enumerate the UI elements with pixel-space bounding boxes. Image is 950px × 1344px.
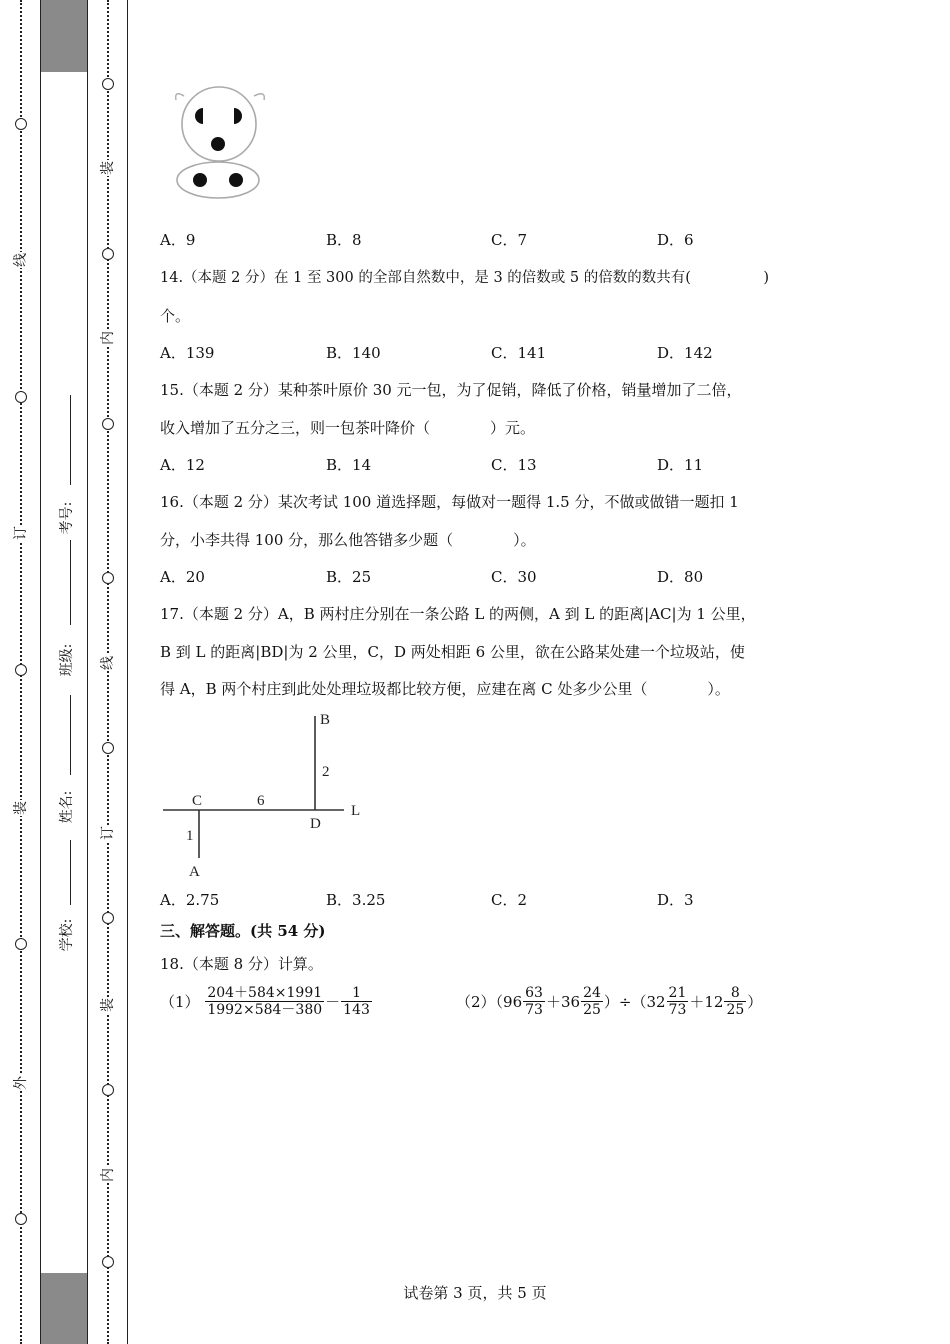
label-class: 班级: <box>59 643 75 677</box>
q17-stem-line3: 得 A，B 两个村庄到此处处理垃圾都比较方便，应建在离 C 处多少公里（ ）。 <box>160 680 730 698</box>
point-label-d: D <box>310 816 321 832</box>
mouth-dot-left <box>193 173 207 187</box>
length-label-cd: 6 <box>257 793 265 809</box>
margin-rule-2 <box>87 0 88 1344</box>
margin-rule-3 <box>127 0 128 1344</box>
inner-char-xian: 线 <box>100 656 116 670</box>
q16-stem-line1: 16.（本题 2 分）某次考试 100 道选择题，每做对一题得 1.5 分，不做或做错一题扣 1 <box>160 493 739 511</box>
inner-circle-mark <box>102 248 114 260</box>
inner-circle-mark <box>102 742 114 754</box>
q13-option-c[interactable]: C．7 <box>491 231 528 249</box>
q17-option-b[interactable]: B．3.25 <box>326 891 386 909</box>
blank-name[interactable] <box>70 695 71 775</box>
q18-part2-plus2: ＋12 <box>689 993 724 1011</box>
q16-option-a[interactable]: A．20 <box>160 568 205 586</box>
label-name: 姓名: <box>59 790 75 824</box>
outer-circle-mark <box>15 118 27 130</box>
q18-part2-f3-numerator: 21 <box>668 985 687 1001</box>
q18-part2-f2-numerator: 24 <box>583 985 601 1001</box>
q17-stem-line2: B 到 L 的距离|BD|为 2 公里，C，D 两处相距 6 公里，欲在公路某处建一个垃圾站，使 <box>160 643 745 661</box>
inner-circle-mark <box>102 572 114 584</box>
q15-stem-line1: 15.（本题 2 分）某种茶叶原价 30 元一包，为了促销，降低了价格，销量增加了二倍， <box>160 381 742 399</box>
inner-char-ding: 订 <box>100 826 116 840</box>
q18-part2 <box>456 985 762 1018</box>
q16-option-d[interactable]: D．80 <box>657 568 704 586</box>
q18-part2-f4-denominator: 25 <box>726 1002 745 1018</box>
q14-stem-line1: 14.（本题 2 分）在 1 至 300 的全部自然数中，是 3 的倍数或 5 的倍数的数共有( ) <box>160 270 770 286</box>
q18-part2-fraction2 <box>581 985 603 1018</box>
q15-option-a[interactable]: A．12 <box>160 456 205 474</box>
blank-exam-number[interactable] <box>70 395 71 485</box>
q15-option-c[interactable]: C．13 <box>491 456 537 474</box>
q17-option-a[interactable]: A．2.75 <box>160 891 220 909</box>
inner-char-nei: 内 <box>100 1168 116 1182</box>
q18-part1-fraction <box>205 985 324 1018</box>
q18-part2-fraction3 <box>667 985 689 1018</box>
q15-stem-line2: 收入增加了五分之三，则一包茶叶降价（ ）元。 <box>160 419 536 437</box>
q17-option-c[interactable]: C．2 <box>491 891 528 909</box>
q18-part2-fraction1 <box>523 985 545 1018</box>
q18-part2-label: （2）（96 <box>456 993 523 1011</box>
q18-part1-numerator2: 1 <box>341 985 372 1002</box>
q18-title: 18.（本题 8 分）计算。 <box>160 955 323 973</box>
outer-circle-mark <box>15 938 27 950</box>
q14-option-c[interactable]: C．141 <box>491 344 547 362</box>
q15-option-d[interactable]: D．11 <box>657 456 704 474</box>
inner-circle-mark <box>102 1256 114 1268</box>
mouth-dot-right <box>229 173 243 187</box>
q18-part2-plus1: ＋36 <box>545 993 581 1011</box>
outer-char-zhuang: 装 <box>13 801 29 815</box>
q18-part1 <box>160 985 373 1018</box>
inner-char-zhuang: 装 <box>100 161 116 175</box>
inner-circle-mark <box>102 418 114 430</box>
q18-part2-f2-denominator: 25 <box>583 1002 601 1018</box>
q18-part2-end: ） <box>747 993 763 1011</box>
q15-option-b[interactable]: B．14 <box>326 456 372 474</box>
outer-circle-mark <box>15 391 27 403</box>
point-label-a: A <box>189 864 200 880</box>
q13-option-b[interactable]: B．8 <box>326 231 362 249</box>
q18-part2-fraction4 <box>724 985 746 1018</box>
margin-gray-block-top <box>40 0 87 72</box>
blank-school[interactable] <box>70 840 71 905</box>
outer-char-xian: 线 <box>13 253 29 267</box>
q18-part2-f1-numerator: 63 <box>525 985 543 1001</box>
q13-option-a[interactable]: A．9 <box>160 231 196 249</box>
inner-circle-mark <box>102 912 114 924</box>
q14-option-d[interactable]: D．142 <box>657 344 713 362</box>
q18-part1-numerator: 204＋584×1991 <box>207 985 323 1001</box>
nose-dot <box>211 137 225 151</box>
page-footer: 试卷第 3 页，共 5 页 <box>403 1284 547 1302</box>
q16-option-b[interactable]: B．25 <box>326 568 372 586</box>
label-exam-number: 考号: <box>59 501 75 535</box>
mouth-ellipse <box>177 162 259 198</box>
q18-part2-f4-numerator: 8 <box>724 985 746 1002</box>
length-label-ac: 1 <box>186 828 194 844</box>
outer-seal-line <box>11 0 31 1344</box>
q17-option-d[interactable]: D．3 <box>657 891 694 909</box>
point-label-b: B <box>320 712 331 728</box>
blank-class[interactable] <box>70 540 71 625</box>
q18-part2-divide: ）÷（32 <box>603 993 666 1011</box>
line-label-l: L <box>351 803 361 819</box>
ear-left <box>176 94 184 100</box>
q14-option-b[interactable]: B．140 <box>326 344 381 362</box>
q16-option-c[interactable]: C．30 <box>491 568 537 586</box>
section-3-heading: 三、解答题。(共 54 分) <box>160 922 326 940</box>
inner-dotted-line <box>107 0 109 1344</box>
q18-part1-fraction2 <box>341 985 372 1018</box>
point-label-c: C <box>192 793 203 809</box>
q14-stem-line2: 个。 <box>160 307 191 325</box>
q18-part1-denominator2: 143 <box>343 1002 370 1018</box>
outer-circle-mark <box>15 1213 27 1225</box>
q18-part1-label: （1） <box>160 993 200 1011</box>
outer-char-ding: 订 <box>13 526 29 540</box>
inner-circle-mark <box>102 78 114 90</box>
q18-part2-f1-denominator: 73 <box>525 1002 543 1018</box>
q13-figure <box>170 84 270 202</box>
inner-circle-mark <box>102 1084 114 1096</box>
length-label-bd: 2 <box>322 764 330 780</box>
inner-seal-line <box>98 0 118 1344</box>
q17-stem-line1: 17.（本题 2 分）A，B 两村庄分别在一条公路 L 的两侧，A 到 L 的距离|AC|为 1 公里， <box>160 605 756 623</box>
ear-right <box>254 94 264 100</box>
q17-diagram <box>158 706 373 884</box>
outer-char-wai: 外 <box>13 1076 29 1090</box>
q18-part1-denominator: 1992×584－380 <box>207 1002 323 1018</box>
outer-circle-mark <box>15 664 27 676</box>
q16-stem-line2: 分，小李共得 100 分，那么他答错多少题（ ）。 <box>160 531 536 549</box>
label-school: 学校: <box>59 918 75 952</box>
q18-part2-f3-denominator: 73 <box>668 1002 687 1018</box>
margin-rule-1 <box>40 0 41 1344</box>
q13-option-d[interactable]: D．6 <box>657 231 694 249</box>
q18-part1-minus: － <box>325 993 341 1011</box>
q14-option-a[interactable]: A．139 <box>160 344 215 362</box>
inner-char-zhuang: 装 <box>100 998 116 1012</box>
inner-char-nei: 内 <box>100 331 116 345</box>
